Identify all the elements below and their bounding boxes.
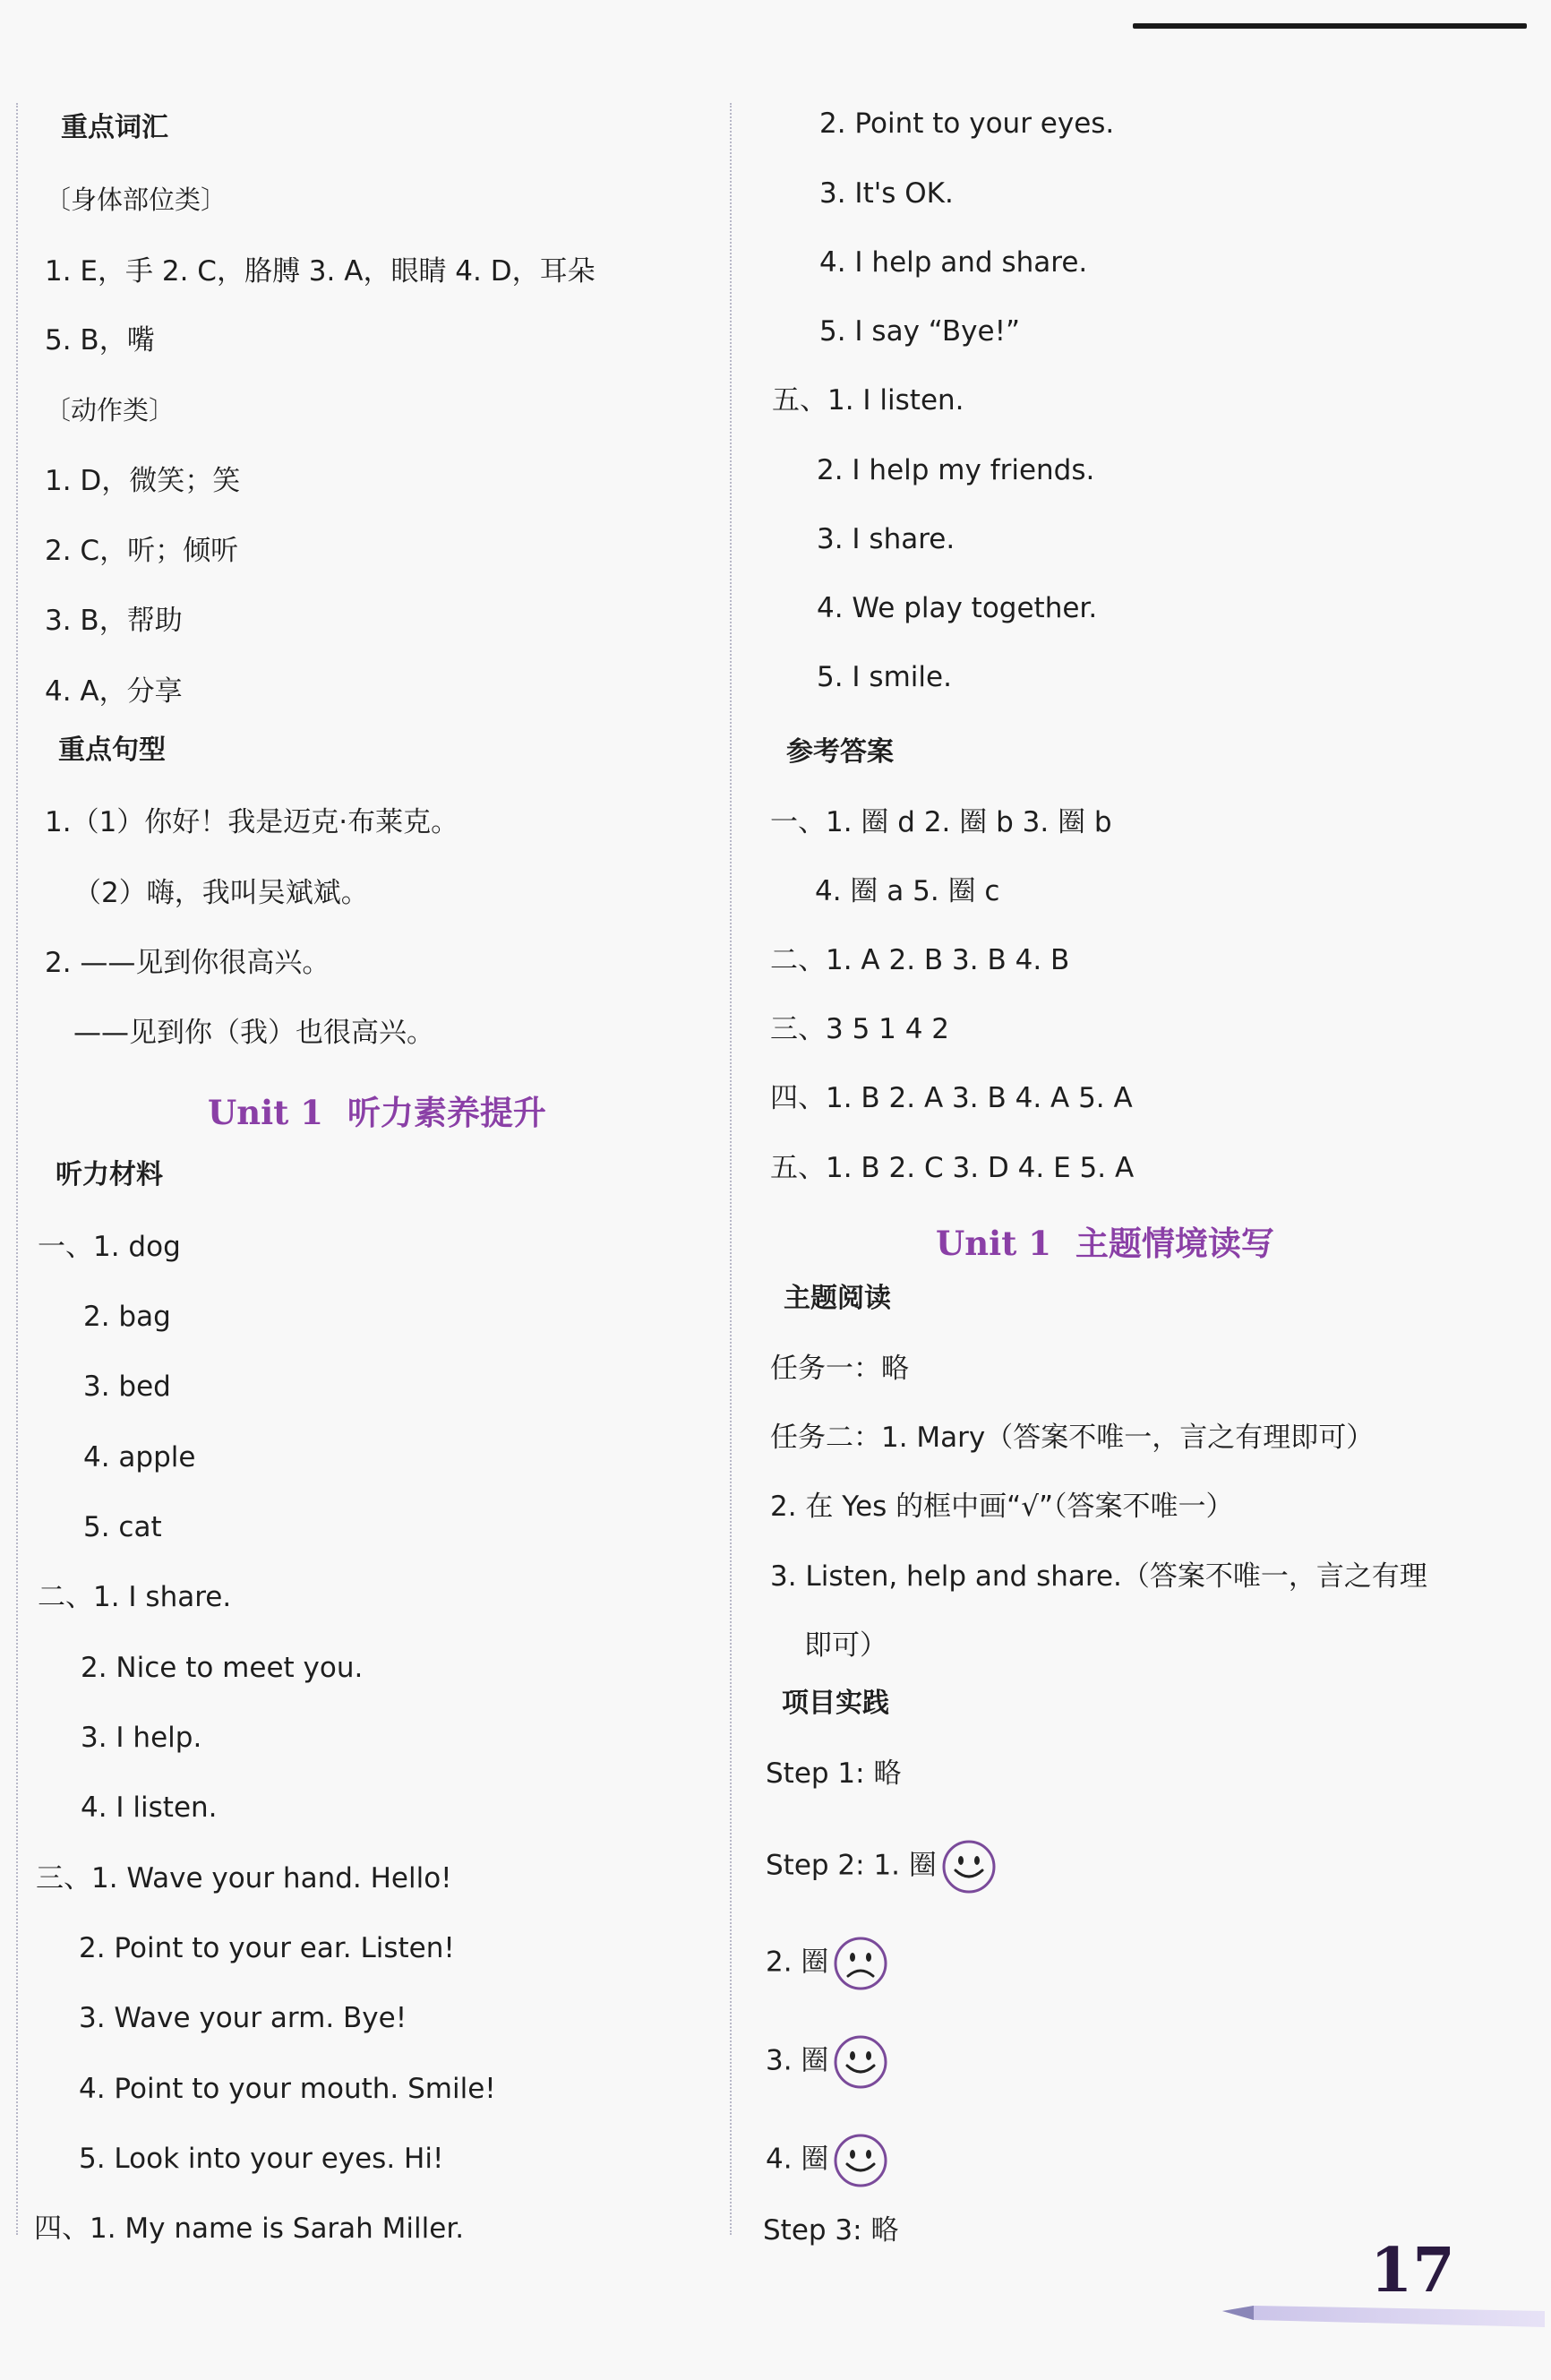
answers-heading: 参考答案 xyxy=(786,736,894,768)
vocab-heading: 重点词汇 xyxy=(61,112,168,143)
sec1-item: 2. bag xyxy=(83,1301,171,1333)
sec1-item: 3. bed xyxy=(83,1370,171,1403)
step2-label: 2. 圈 xyxy=(766,1946,829,1979)
step2-label: 4. 圈 xyxy=(766,2143,829,2176)
task2-2: 2. 在 Yes 的框中画“√”（答案不唯一） xyxy=(770,1491,1234,1523)
step2-row xyxy=(766,1838,998,1895)
unit-title-en: Unit 1 xyxy=(208,1093,323,1132)
answer-line: 五、1. B 2. C 3. D 4. E 5. A xyxy=(770,1152,1135,1184)
smiley-face-icon xyxy=(832,2033,889,2091)
sec5-item: 4. We play together. xyxy=(817,592,1098,624)
task2-3b: 即可） xyxy=(804,1629,887,1662)
unit-title-cn: 听力素养提升 xyxy=(347,1094,546,1132)
answer-line: 4. 圈 a 5. 圈 c xyxy=(815,875,1000,907)
listening-heading: 听力材料 xyxy=(56,1159,163,1190)
sentence-item: ——见到你（我）也很高兴。 xyxy=(73,1017,434,1049)
sec2-item: 二、1. I share. xyxy=(38,1581,232,1613)
task1: 任务一：略 xyxy=(770,1353,909,1385)
step3: Step 3: 略 xyxy=(763,2214,899,2247)
action-item: 3. B，帮助 xyxy=(45,605,183,637)
sec5-item: 5. I smile. xyxy=(817,661,952,693)
body-parts-label: 〔身体部位类〕 xyxy=(45,185,227,215)
sentence-item: 1.（1）你好！我是迈克·布莱克。 xyxy=(45,806,459,838)
unit-title-listening xyxy=(208,1086,546,1134)
action-item: 1. D，微笑；笑 xyxy=(45,465,241,497)
answer-line: 三、3 5 1 4 2 xyxy=(770,1013,950,1045)
action-item: 4. A，分享 xyxy=(45,675,183,708)
top-rule xyxy=(1133,23,1527,29)
step2-label: 3. 圈 xyxy=(766,2044,829,2077)
step2-label: Step 2: 1. 圈 xyxy=(766,1849,937,1882)
answer-line: 二、1. A 2. B 3. B 4. B xyxy=(770,944,1070,976)
sentence-item: 2. ——见到你很高兴。 xyxy=(45,947,330,979)
step2-row xyxy=(766,2132,889,2189)
sec4-item: 四、1. My name is Sarah Miller. xyxy=(34,2212,465,2245)
step1: Step 1: 略 xyxy=(766,1757,902,1790)
left-margin-divider xyxy=(16,103,18,2235)
unit-title-reading xyxy=(936,1216,1274,1265)
sec5-item: 2. I help my friends. xyxy=(817,454,1095,486)
answer-line: 一、1. 圈 d 2. 圈 b 3. 圈 b xyxy=(770,806,1112,838)
task2-3: 3. Listen, help and share.（答案不唯一，言之有理 xyxy=(770,1560,1427,1593)
smiley-face-icon xyxy=(832,2132,889,2189)
project-heading: 项目实践 xyxy=(782,1688,889,1719)
sec4-item: 5. I say “Bye!” xyxy=(819,315,1021,348)
body-parts-line1: 1. E，手 2. C，胳膊 3. A，眼睛 4. D，耳朵 xyxy=(45,255,596,288)
page-number: 17 xyxy=(1370,2235,1455,2307)
body-parts-line2: 5. B，嘴 xyxy=(45,324,155,357)
sec2-item: 3. I help. xyxy=(81,1722,202,1754)
sec1-item: 一、1. dog xyxy=(38,1231,181,1263)
sec3-item: 5. Look into your eyes. Hi! xyxy=(79,2143,444,2175)
sec4-item: 2. Point to your eyes. xyxy=(819,107,1115,140)
step2-row xyxy=(766,2033,889,2091)
smiley-face-icon xyxy=(940,1838,998,1895)
sec3-item: 三、1. Wave your hand. Hello! xyxy=(36,1862,452,1895)
step2-row xyxy=(766,1935,889,1992)
task2: 任务二：1. Mary（答案不唯一，言之有理即可） xyxy=(770,1422,1375,1454)
sec1-item: 5. cat xyxy=(83,1511,162,1543)
column-divider xyxy=(730,103,732,2235)
sec1-item: 4. apple xyxy=(83,1441,196,1474)
frowny-face-icon xyxy=(832,1935,889,1992)
sentence-heading: 重点句型 xyxy=(58,735,166,766)
sec4-item: 3. It's OK. xyxy=(819,177,954,210)
action-item: 2. C，听；倾听 xyxy=(45,535,239,567)
sec2-item: 2. Nice to meet you. xyxy=(81,1652,364,1684)
sec5-item: 五、1. I listen. xyxy=(772,384,964,417)
sec3-item: 2. Point to your ear. Listen! xyxy=(79,1932,455,1964)
sec5-item: 3. I share. xyxy=(817,523,955,555)
sec4-item: 4. I help and share. xyxy=(819,246,1088,279)
unit-title-cn: 主题情境读写 xyxy=(1075,1224,1274,1263)
answer-line: 四、1. B 2. A 3. B 4. A 5. A xyxy=(770,1082,1133,1114)
sec2-item: 4. I listen. xyxy=(81,1791,218,1824)
reading-heading: 主题阅读 xyxy=(784,1283,891,1314)
sec3-item: 4. Point to your mouth. Smile! xyxy=(79,2073,496,2105)
sentence-item: （2）嗨，我叫吴斌斌。 xyxy=(73,877,369,909)
sec3-item: 3. Wave your arm. Bye! xyxy=(79,2002,407,2034)
unit-title-en: Unit 1 xyxy=(936,1224,1051,1263)
actions-label: 〔动作类〕 xyxy=(45,395,176,425)
